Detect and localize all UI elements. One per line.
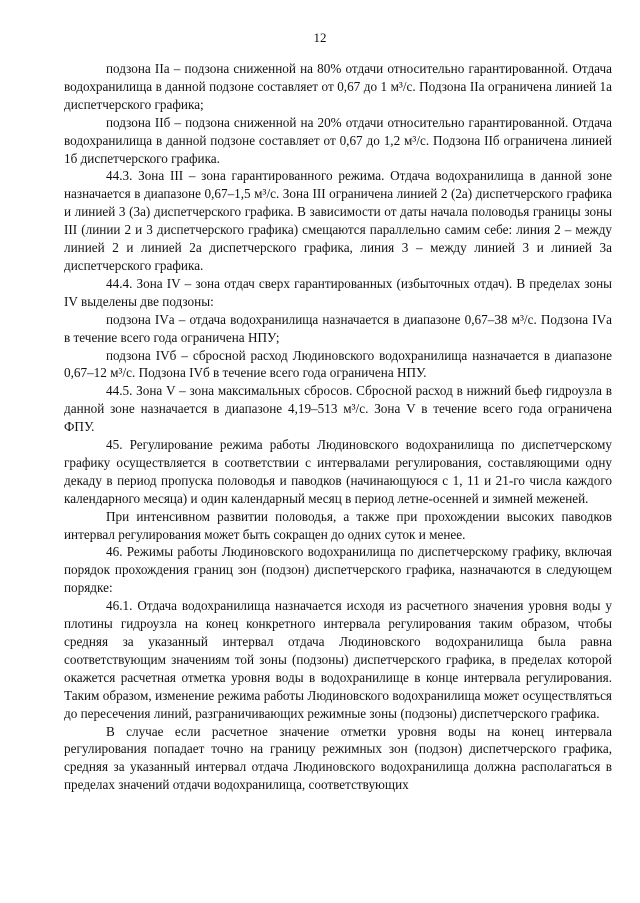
document-body [64,60,612,794]
paragraph-46-1: 46.1. Отдача водохранилища назначается исходя из расчетного значения уровня воды у плотины гидроузла на конец конкретного интервала регулирования таким образом, чтобы средняя за указанный интервал отдача Людиновского водохранилища была равна соответствующим значениям той зоны (подзоны) диспетчерского графика, в пределах которой окажется расчетная отметка уровня воды в водохранилище в конце интервала регулирования. Таким образом, изменение режима работы Людиновского водохранилища может осуществляться до пересечения линий, разграничивающих режимные зоны (подзоны) диспетчерского графика. [64,598,612,721]
paragraph-boundary-case: В случае если расчетное значение отметки уровня воды на конец интервала регулирования попадает точно на границу режимных зон (подзон) диспетчерского графика, средняя за указанный интервал отдача Людиновского водохранилища должна располагаться в пределах значений отдачи водохранилища, соответствующих [64,723,612,793]
paragraph-subzone-4b: подзона IVб – сбросной расход Людиновского водохранилища назначается в диапазоне 0,67–12 м³/с. Подзона IVб в течение всего года ограничена НПУ. [64,347,612,381]
page-number: 12 [313,30,327,45]
paragraph-44-3: 44.3. Зона III – зона гарантированного режима. Отдача водохранилища в данной зоне назначается в диапазоне 0,67–1,5 м³/с. Зона III ограничена линией 2 (2а) диспетчерского графика и линией 3 (3а) диспетчерского графика. В зависимости от даты начала половодья границы зоны III (линии 2 и 3 диспетчерского графика) смещаются параллельно самим себе: линия 2 – между линией 2 и линией 2а диспетчерского графика, линия 3 – между линией 3 и линией 3а диспетчерского графика. [64,168,612,273]
paragraph-subzone-4a: подзона IVа – отдача водохранилища назначается в диапазоне 0,67–38 м³/с. Подзона IVа в течение всего года ограничена НПУ; [64,311,612,345]
paragraph-44-4: 44.4. Зона IV – зона отдач сверх гарантированных (избыточных отдач). В пределах зоны IV выделены две подзоны: [64,275,612,309]
paragraph-45: 45. Регулирование режима работы Людиновского водохранилища по диспетчерскому графику осуществляется в соответствии с интервалами регулирования, составляющими одну декаду в период пропуска половодья и паводков (начинающуюся с 1, 11 и 21-го числа каждого календарного месяца) и один календарный месяц в период летне-осенней и зимней меженей. [64,437,612,506]
paragraph-flood-interval: При интенсивном развитии половодья, а также при прохождении высоких паводков интервал регулирования может быть сокращен до одних суток и менее. [64,508,612,542]
paragraph-subzone-2b: подзона IIб – подзона сниженной на 20% отдачи относительно гарантированной. Отдача водохранилища в данной подзоне составляет от 0,67 до 1,2 м³/с. Подзона IIб ограничена линией 1б диспетчерского графика. [64,114,612,166]
paragraph-subzone-2a: подзона IIа – подзона сниженной на 80% отдачи относительно гарантированной. Отдача водохранилища в данной подзоне составляет от 0,67 до 1 м³/с. Подзона IIа ограничена линией 1а диспетчерского графика; [64,61,612,112]
paragraph-44-5: 44.5. Зона V – зона максимальных сбросов. Сбросной расход в нижний бьеф гидроузла в данной зоне назначается в диапазоне 4,19–513 м³/с. Зона V в течение всего года ограничена ФПУ. [64,383,612,435]
paragraph-46: 46. Режимы работы Людиновского водохранилища по диспетчерскому графику, включая порядок прохождения границ зон (подзон) диспетчерского графика, назначаются в следующем порядке: [64,544,612,596]
